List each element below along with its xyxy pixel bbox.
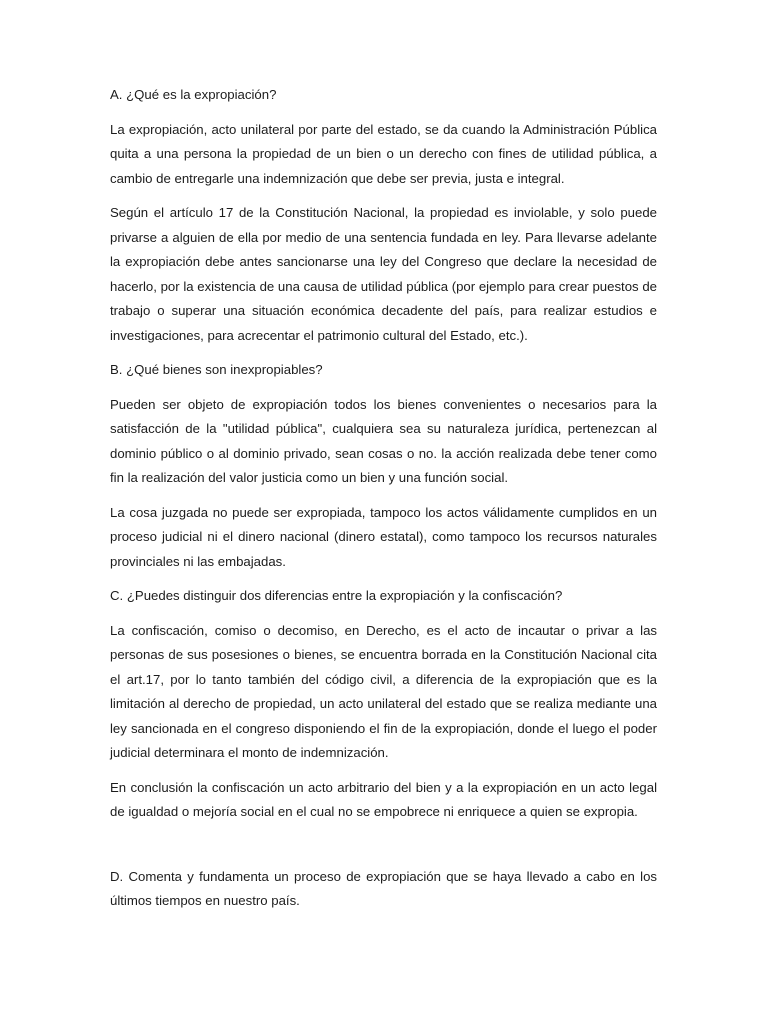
- question-d-paragraph: D. Comenta y fundamenta un proceso de expropiación que se haya llevado a cabo en los últimos tiempos en nuestro país.: [110, 868, 657, 908]
- answer-a-paragraph-1: La expropiación, acto unilateral por parte del estado, se da cuando la Administración Pública quita a una persona la propiedad de un bien o un derecho con fines de utilidad pública, a cambio de entregarle una indemnización que debe ser previa, justa e integral.: [110, 121, 657, 186]
- answer-b-paragraph-2: La cosa juzgada no puede ser expropiada, tampoco los actos válidamente cumplidos en un proceso judicial ni el dinero nacional (dinero estatal), como tampoco los recursos naturales provinciales ni las embajadas.: [110, 504, 657, 569]
- answer-c-paragraph-2: En conclusión la confiscación un acto arbitrario del bien y a la expropiación en un acto legal de igualdad o mejoría social en el cual no se empobrece ni enriquece a quien se expropia.: [110, 779, 657, 819]
- document-body: [110, 83, 657, 924]
- question-b-heading: B. ¿Qué bienes son inexpropiables?: [110, 362, 323, 377]
- question-c-heading: C. ¿Puedes distinguir dos diferencias entre la expropiación y la confiscación?: [110, 588, 563, 603]
- answer-a-paragraph-2: Según el artículo 17 de la Constitución Nacional, la propiedad es inviolable, y solo puede privarse a alguien de ella por medio de una sentencia fundada en ley. Para llevarse adelante la expropiación debe antes sancionarse una ley del Congreso que declare la necesidad de hacerlo, por la existencia de una causa de utilidad pública (por ejemplo para crear puestos de trabajo o superar una situación económica decadente del país, para realizar estudios e investigaciones, para acrecentar el patrimonio cultural del Estado, etc.).: [110, 205, 657, 343]
- answer-c-paragraph-1: La confiscación, comiso o decomiso, en Derecho, es el acto de incautar o privar a las personas de sus posesiones o bienes, se encuentra borrada en la Constitución Nacional cita el art.17, por lo tanto también del código civil, a diferencia de la expropiación que es la limitación al derecho de propiedad, un acto unilateral del estado que se realiza mediante una ley sancionada en el congreso disponiendo el fin de la expropiación, donde el luego el poder judicial determinara el monto de indemnización.: [110, 622, 657, 760]
- section-spacer: [110, 835, 657, 865]
- answer-b-paragraph-1: Pueden ser objeto de expropiación todos los bienes convenientes o necesarios para la satisfacción de la "utilidad pública", cualquiera sea su naturaleza jurídica, pertenezcan al dominio público o al dominio privado, sean cosas o no. la acción realizada debe tener como fin la realización del valor justicia como un bien y una función social.: [110, 396, 657, 485]
- question-a-heading: A. ¿Qué es la expropiación?: [110, 87, 277, 102]
